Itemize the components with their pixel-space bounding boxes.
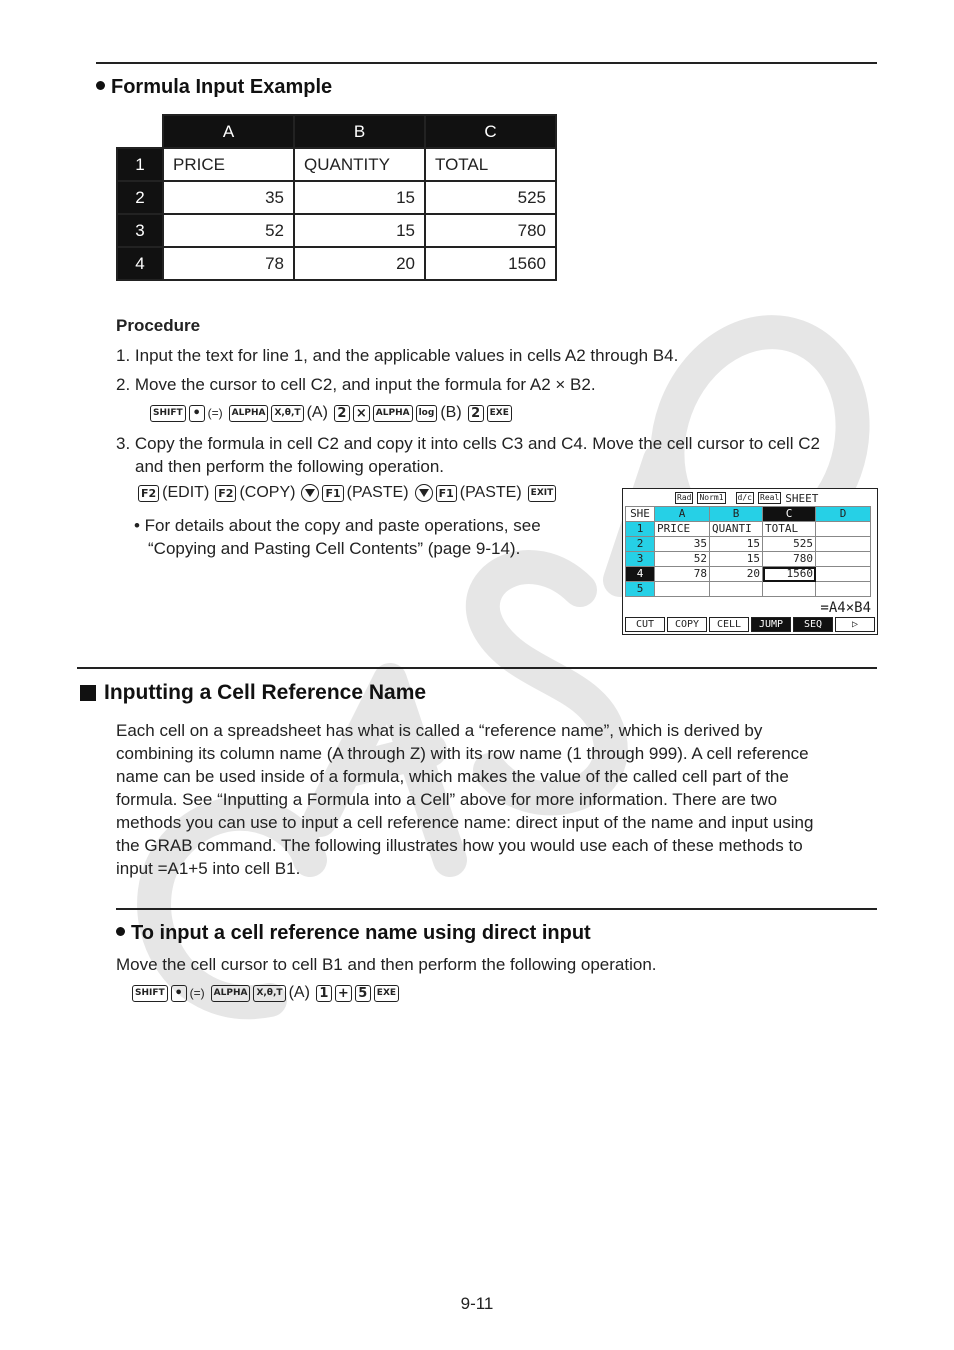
table-cell: 780	[425, 214, 556, 247]
procedure-title: Procedure	[116, 316, 201, 335]
digit-5-key-icon: 5	[355, 985, 371, 1002]
table-cell: 52	[163, 214, 294, 247]
screen-cell	[816, 567, 871, 582]
table-cell: 525	[425, 181, 556, 214]
page-number: 9-11	[460, 1294, 494, 1313]
paragraph-line: methods you can use to input a cell reference name: direct input of the name and input using	[116, 813, 814, 832]
menu-copy: COPY	[667, 617, 707, 632]
menu-next-icon: ▷	[835, 617, 875, 632]
f1-key-icon: F1	[436, 485, 457, 502]
table-row	[117, 148, 556, 181]
key-function-label: (A)	[288, 984, 310, 1001]
digit-2-key-icon: 2	[334, 405, 350, 422]
screen-cell	[816, 582, 871, 597]
table-col-header: A	[163, 115, 294, 148]
screen-row	[626, 582, 871, 597]
screen-cell: 52	[655, 552, 710, 567]
table-cell: TOTAL	[425, 148, 556, 181]
status-indicator: Real	[760, 493, 780, 502]
paragraph-line: Each cell on a spreadsheet has what is called a “reference name”, which is derived by	[116, 721, 763, 740]
screen-row-number: 5	[626, 582, 655, 597]
example-heading	[96, 76, 332, 99]
direct-input-heading-text: To input a cell reference name using direct input	[131, 922, 591, 944]
menu-seq: SEQ	[793, 617, 833, 632]
key-function-label: (EDIT)	[162, 484, 210, 501]
screen-row	[626, 552, 871, 567]
table-cell: QUANTITY	[294, 148, 425, 181]
step-3-keys	[138, 484, 556, 502]
step-3-line-1: 3. Copy the formula in cell C2 and copy it into cells C3 and C4. Move the cell cursor to cell C2	[116, 434, 820, 453]
screen-col-header: D	[816, 507, 871, 522]
note-line-2: “Copying and Pasting Cell Contents” (page 9-14).	[148, 539, 521, 558]
dot-key-icon: •	[189, 405, 205, 422]
screen-row	[626, 522, 871, 537]
paragraph-line: the GRAB command. The following illustrates how you would use each of these methods to	[116, 836, 803, 855]
alpha-key-icon: ALPHA	[373, 405, 413, 422]
down-arrow-key-icon	[415, 484, 433, 502]
screen-col-header: C	[763, 507, 816, 522]
screen-cell: QUANTI	[710, 522, 763, 537]
screen-cell: PRICE	[655, 522, 710, 537]
screen-cell: 780	[763, 552, 816, 567]
f1-key-icon: F1	[322, 485, 343, 502]
screen-cell: 20	[710, 567, 763, 582]
note-line-1: • For details about the copy and paste operations, see	[134, 516, 541, 535]
screen-cell	[655, 582, 710, 597]
table-cell: 35	[163, 181, 294, 214]
section-heading-text: Inputting a Cell Reference Name	[104, 681, 427, 704]
screen-row-number: 3	[626, 552, 655, 567]
sheet-label: SHE	[626, 507, 655, 522]
down-arrow-key-icon	[301, 484, 319, 502]
screen-row	[626, 537, 871, 552]
plus-key-icon: +	[335, 985, 352, 1002]
table-row	[117, 181, 556, 214]
table-row-number: 3	[117, 214, 163, 247]
dot-key-icon: •	[171, 985, 187, 1002]
exit-key-icon: EXIT	[528, 485, 557, 502]
section-heading	[80, 681, 426, 705]
table-row-number: 2	[117, 181, 163, 214]
paragraph-line: combining its column name (A through Z) with its row name (1 through 999). A cell reference	[116, 744, 809, 763]
digit-1-key-icon: 1	[316, 985, 332, 1002]
f2-key-icon: F2	[215, 485, 236, 502]
screen-row-number: 1	[626, 522, 655, 537]
section-paragraph	[116, 719, 813, 880]
table-cell: PRICE	[163, 148, 294, 181]
table-corner	[117, 115, 163, 148]
shift-key-icon: SHIFT	[150, 405, 186, 422]
table-col-header: C	[425, 115, 556, 148]
screen-cell: 35	[655, 537, 710, 552]
bullet-icon	[96, 81, 105, 90]
screen-cell	[710, 582, 763, 597]
table-cell: 15	[294, 181, 425, 214]
step-3-line-2: and then perform the following operation.	[135, 457, 445, 476]
alpha-key-icon: ALPHA	[211, 985, 251, 1002]
table-row	[117, 247, 556, 280]
table-row	[117, 214, 556, 247]
table-cell: 20	[294, 247, 425, 280]
screen-cell	[763, 582, 816, 597]
screen-formula: =A4×B4	[820, 600, 871, 616]
key-function-label: (A)	[306, 404, 328, 421]
square-bullet-icon	[80, 685, 96, 701]
paragraph-line: name can be used inside of a formula, which makes the value of the called cell part of the	[116, 767, 789, 786]
exe-key-icon: EXE	[487, 405, 512, 422]
table-row-number: 1	[117, 148, 163, 181]
direct-input-text: Move the cell cursor to cell B1 and then perform the following operation.	[116, 955, 657, 974]
screen-title: SHEET	[785, 491, 819, 505]
key-function-label: (=)	[207, 406, 223, 420]
shift-key-icon: SHIFT	[132, 985, 168, 1002]
key-function-label: (PASTE)	[459, 484, 522, 501]
step-1: 1. Input the text for line 1, and the applicable values in cells A2 through B4.	[116, 346, 679, 365]
screen-cell	[816, 552, 871, 567]
menu-jump: JUMP	[751, 617, 791, 632]
direct-input-heading	[116, 922, 591, 945]
screen-cell	[816, 537, 871, 552]
screen-cell: 78	[655, 567, 710, 582]
xthetat-key-icon: X,θ,T	[253, 985, 285, 1002]
alpha-key-icon: ALPHA	[229, 405, 269, 422]
status-bar	[675, 491, 818, 505]
step-2: 2. Move the cursor to cell C2, and input the formula for A2 × B2.	[116, 375, 596, 394]
calculator-screen	[622, 488, 878, 635]
digit-2-key-icon: 2	[468, 405, 484, 422]
bullet-icon	[116, 927, 125, 936]
status-indicator: d/c	[737, 493, 752, 502]
screen-cell-cursor: 1560	[763, 567, 816, 582]
log-key-icon: log	[416, 405, 438, 422]
exe-key-icon: EXE	[374, 985, 399, 1002]
paragraph-line: input =A1+5 into cell B1.	[116, 859, 301, 878]
screen-col-header: B	[710, 507, 763, 522]
step-2-keys	[150, 404, 512, 422]
screen-cell: 525	[763, 537, 816, 552]
status-indicator: Norm1	[699, 493, 724, 502]
paragraph-line: formula. See “Inputting a Formula into a Cell” above for more information. There are two	[116, 790, 778, 809]
menu-cell: CELL	[709, 617, 749, 632]
screen-row-number: 4	[626, 567, 655, 582]
key-function-label: (PASTE)	[346, 484, 409, 501]
menu-cut: CUT	[625, 617, 665, 632]
example-heading-text: Formula Input Example	[111, 76, 333, 98]
screen-col-header: A	[655, 507, 710, 522]
function-menu	[625, 617, 875, 632]
direct-input-keys	[132, 984, 399, 1002]
key-function-label: (=)	[189, 986, 205, 1000]
key-function-label: (B)	[440, 404, 462, 421]
example-table	[116, 114, 557, 281]
screen-cell: TOTAL	[763, 522, 816, 537]
screen-cell: 15	[710, 537, 763, 552]
table-cell: 1560	[425, 247, 556, 280]
multiply-key-icon: ×	[353, 405, 370, 422]
screen-sheet-grid	[625, 506, 871, 597]
f2-key-icon: F2	[138, 485, 159, 502]
screen-row	[626, 567, 871, 582]
table-cell: 78	[163, 247, 294, 280]
status-indicator: Rad	[677, 493, 692, 502]
screen-cell	[816, 522, 871, 537]
table-cell: 15	[294, 214, 425, 247]
xthetat-key-icon: X,θ,T	[271, 405, 303, 422]
key-function-label: (COPY)	[239, 484, 296, 501]
table-col-header: B	[294, 115, 425, 148]
screen-row-number: 2	[626, 537, 655, 552]
screen-cell: 15	[710, 552, 763, 567]
table-row-number: 4	[117, 247, 163, 280]
